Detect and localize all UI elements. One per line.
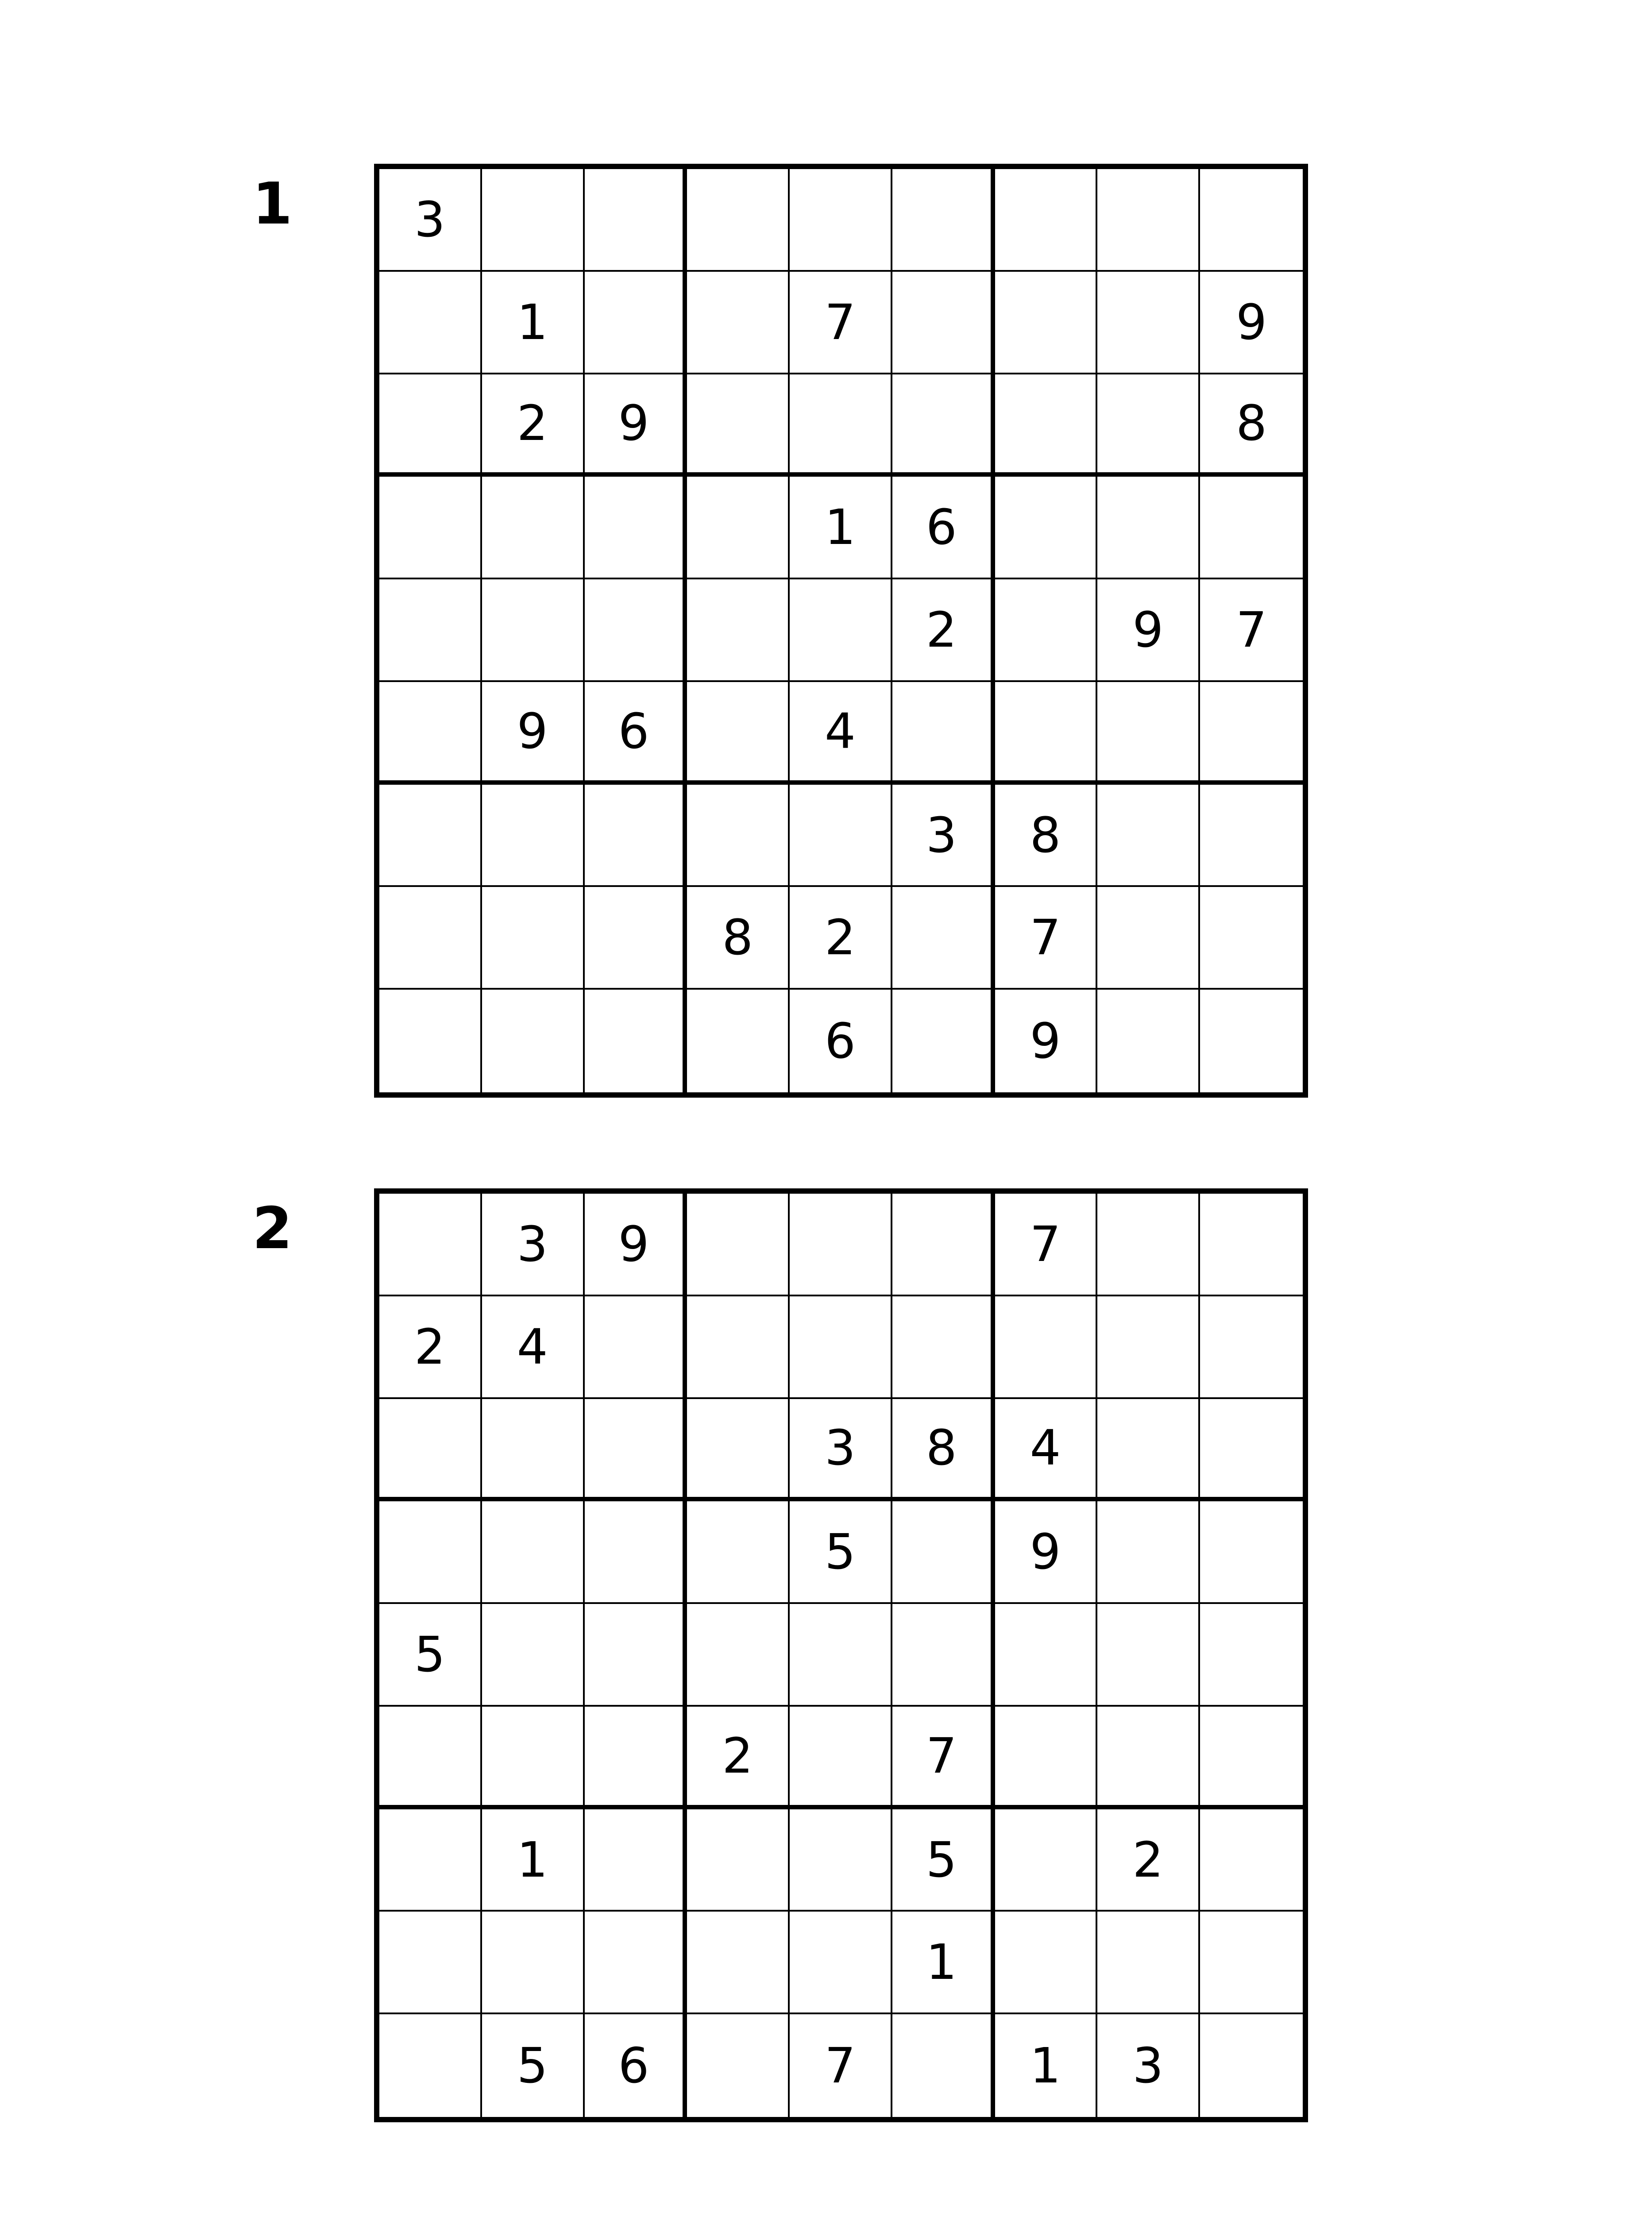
sudoku-cell-r1-c1[interactable] xyxy=(379,1194,482,1296)
sudoku-cell-r5-c7[interactable] xyxy=(995,579,1098,682)
sudoku-cell-r1-c4[interactable] xyxy=(687,169,790,272)
sudoku-cell-r7-c7[interactable]: 8 xyxy=(995,785,1098,887)
sudoku-cell-r5-c5[interactable] xyxy=(790,579,892,682)
sudoku-cell-r3-c2[interactable] xyxy=(482,1399,585,1502)
sudoku-cell-r1-c7[interactable] xyxy=(995,169,1098,272)
sudoku-cell-r5-c9[interactable]: 7 xyxy=(1200,579,1303,682)
sudoku-cell-r1-c1[interactable]: 3 xyxy=(379,169,482,272)
sudoku-cell-r7-c5[interactable] xyxy=(790,1809,892,1912)
sudoku-cell-r2-c2[interactable]: 4 xyxy=(482,1296,585,1399)
sudoku-cell-r4-c8[interactable] xyxy=(1097,477,1200,579)
sudoku-cell-r2-c8[interactable] xyxy=(1097,272,1200,374)
sudoku-cell-r8-c4[interactable] xyxy=(687,1912,790,2014)
sudoku-cell-r2-c2[interactable]: 1 xyxy=(482,272,585,374)
sudoku-cell-r3-c5[interactable] xyxy=(790,374,892,477)
sudoku-cell-r9-c2[interactable] xyxy=(482,990,585,1092)
sudoku-cell-r5-c3[interactable] xyxy=(585,1604,687,1707)
sudoku-cell-r7-c1[interactable] xyxy=(379,1809,482,1912)
sudoku-cell-r5-c6[interactable]: 2 xyxy=(892,579,995,682)
sudoku-cell-r1-c9[interactable] xyxy=(1200,1194,1303,1296)
sudoku-cell-r2-c5[interactable] xyxy=(790,1296,892,1399)
sudoku-cell-r1-c8[interactable] xyxy=(1097,1194,1200,1296)
sudoku-cell-r2-c5[interactable]: 7 xyxy=(790,272,892,374)
sudoku-cell-r2-c8[interactable] xyxy=(1097,1296,1200,1399)
sudoku-cell-r9-c9[interactable] xyxy=(1200,990,1303,1092)
sudoku-cell-r3-c4[interactable] xyxy=(687,374,790,477)
sudoku-cell-r9-c1[interactable] xyxy=(379,2014,482,2117)
sudoku-cell-r7-c8[interactable] xyxy=(1097,785,1200,887)
sudoku-cell-r3-c8[interactable] xyxy=(1097,374,1200,477)
sudoku-cell-r1-c5[interactable] xyxy=(790,169,892,272)
sudoku-cell-r6-c6[interactable] xyxy=(892,682,995,785)
puzzle-number: 1 xyxy=(252,170,293,237)
sudoku-cell-r6-c7[interactable] xyxy=(995,1707,1098,1809)
sudoku-cell-r2-c9[interactable] xyxy=(1200,1296,1303,1399)
sudoku-cell-r8-c3[interactable] xyxy=(585,887,687,990)
sudoku-cell-r6-c9[interactable] xyxy=(1200,1707,1303,1809)
sudoku-cell-r8-c3[interactable] xyxy=(585,1912,687,2014)
sudoku-cell-r4-c5[interactable]: 1 xyxy=(790,477,892,579)
sudoku-cell-r3-c2[interactable]: 2 xyxy=(482,374,585,477)
sudoku-cell-r1-c5[interactable] xyxy=(790,1194,892,1296)
sudoku-cell-r1-c7[interactable]: 7 xyxy=(995,1194,1098,1296)
sudoku-cell-r5-c8[interactable] xyxy=(1097,1604,1200,1707)
sudoku-cell-r3-c1[interactable] xyxy=(379,1399,482,1502)
sudoku-cell-r8-c1[interactable] xyxy=(379,887,482,990)
sudoku-cell-r2-c6[interactable] xyxy=(892,272,995,374)
sudoku-cell-r2-c4[interactable] xyxy=(687,272,790,374)
sudoku-cell-r2-c4[interactable] xyxy=(687,1296,790,1399)
sudoku-cell-r6-c1[interactable] xyxy=(379,682,482,785)
sudoku-cell-r6-c4[interactable]: 2 xyxy=(687,1707,790,1809)
sudoku-cell-r3-c7[interactable] xyxy=(995,374,1098,477)
sudoku-cell-r7-c6[interactable]: 3 xyxy=(892,785,995,887)
sudoku-cell-r4-c2[interactable] xyxy=(482,1501,585,1604)
sudoku-cell-r8-c2[interactable] xyxy=(482,887,585,990)
sudoku-cell-r7-c6[interactable]: 5 xyxy=(892,1809,995,1912)
sudoku-cell-r9-c5[interactable]: 7 xyxy=(790,2014,892,2117)
sudoku-cell-r1-c2[interactable] xyxy=(482,169,585,272)
sudoku-cell-r9-c7[interactable]: 9 xyxy=(995,990,1098,1092)
sudoku-cell-r8-c5[interactable]: 2 xyxy=(790,887,892,990)
sudoku-cell-r9-c3[interactable] xyxy=(585,990,687,1092)
sudoku-cell-r7-c4[interactable] xyxy=(687,785,790,887)
sudoku-cell-r7-c8[interactable]: 2 xyxy=(1097,1809,1200,1912)
puzzle-number: 2 xyxy=(252,1195,293,1262)
sudoku-cell-r7-c9[interactable] xyxy=(1200,785,1303,887)
sudoku-cell-r7-c2[interactable] xyxy=(482,785,585,887)
sudoku-cell-r4-c6[interactable] xyxy=(892,1501,995,1604)
sudoku-cell-r7-c1[interactable] xyxy=(379,785,482,887)
sudoku-cell-r5-c4[interactable] xyxy=(687,579,790,682)
sudoku-cell-r4-c9[interactable] xyxy=(1200,477,1303,579)
sudoku-cell-r3-c8[interactable] xyxy=(1097,1399,1200,1502)
sudoku-cell-r1-c6[interactable] xyxy=(892,169,995,272)
sudoku-cell-r7-c5[interactable] xyxy=(790,785,892,887)
sudoku-cell-r3-c3[interactable]: 9 xyxy=(585,374,687,477)
sudoku-cell-r3-c6[interactable] xyxy=(892,374,995,477)
sudoku-cell-r9-c7[interactable]: 1 xyxy=(995,2014,1098,2117)
sudoku-cell-r8-c8[interactable] xyxy=(1097,887,1200,990)
sudoku-cell-r6-c5[interactable] xyxy=(790,1707,892,1809)
sudoku-cell-r4-c6[interactable]: 6 xyxy=(892,477,995,579)
sudoku-cell-r4-c7[interactable] xyxy=(995,477,1098,579)
sudoku-cell-r2-c3[interactable] xyxy=(585,272,687,374)
sudoku-cell-r9-c1[interactable] xyxy=(379,990,482,1092)
sudoku-cell-r4-c3[interactable] xyxy=(585,1501,687,1604)
sudoku-cell-r3-c6[interactable]: 8 xyxy=(892,1399,995,1502)
sudoku-cell-r2-c7[interactable] xyxy=(995,272,1098,374)
sudoku-cell-r5-c2[interactable] xyxy=(482,1604,585,1707)
sudoku-cell-r3-c4[interactable] xyxy=(687,1399,790,1502)
sudoku-cell-r8-c6[interactable] xyxy=(892,887,995,990)
sudoku-cell-r9-c5[interactable]: 6 xyxy=(790,990,892,1092)
sudoku-cell-r8-c7[interactable] xyxy=(995,1912,1098,2014)
sudoku-cell-r8-c5[interactable] xyxy=(790,1912,892,2014)
sudoku-cell-r2-c1[interactable] xyxy=(379,272,482,374)
sudoku-cell-r3-c9[interactable]: 8 xyxy=(1200,374,1303,477)
sudoku-cell-r6-c8[interactable] xyxy=(1097,682,1200,785)
sudoku-cell-r5-c9[interactable] xyxy=(1200,1604,1303,1707)
sudoku-cell-r4-c1[interactable] xyxy=(379,477,482,579)
sudoku-cell-r2-c6[interactable] xyxy=(892,1296,995,1399)
sudoku-cell-r8-c9[interactable] xyxy=(1200,1912,1303,2014)
sudoku-cell-r9-c6[interactable] xyxy=(892,990,995,1092)
sudoku-cell-r1-c9[interactable] xyxy=(1200,169,1303,272)
sudoku-cell-r8-c9[interactable] xyxy=(1200,887,1303,990)
sudoku-cell-r3-c1[interactable] xyxy=(379,374,482,477)
sudoku-cell-r6-c6[interactable]: 7 xyxy=(892,1707,995,1809)
sudoku-grid xyxy=(374,164,1308,1098)
sudoku-cell-r6-c5[interactable]: 4 xyxy=(790,682,892,785)
sudoku-cell-r3-c5[interactable]: 3 xyxy=(790,1399,892,1502)
sudoku-cell-r1-c6[interactable] xyxy=(892,1194,995,1296)
sudoku-cell-r6-c9[interactable] xyxy=(1200,682,1303,785)
sudoku-cell-r4-c3[interactable] xyxy=(585,477,687,579)
sudoku-cell-r4-c4[interactable] xyxy=(687,1501,790,1604)
sudoku-cell-r5-c4[interactable] xyxy=(687,1604,790,1707)
sudoku-cell-r9-c9[interactable] xyxy=(1200,2014,1303,2117)
sudoku-cell-r7-c7[interactable] xyxy=(995,1809,1098,1912)
sudoku-cell-r8-c1[interactable] xyxy=(379,1912,482,2014)
sudoku-cell-r2-c3[interactable] xyxy=(585,1296,687,1399)
sudoku-cell-r8-c4[interactable]: 8 xyxy=(687,887,790,990)
sudoku-cell-r9-c4[interactable] xyxy=(687,2014,790,2117)
sudoku-cell-r8-c6[interactable]: 1 xyxy=(892,1912,995,2014)
sudoku-cell-r6-c4[interactable] xyxy=(687,682,790,785)
sudoku-cell-r1-c3[interactable] xyxy=(585,169,687,272)
sudoku-cell-r8-c8[interactable] xyxy=(1097,1912,1200,2014)
sudoku-cell-r7-c9[interactable] xyxy=(1200,1809,1303,1912)
sudoku-cell-r2-c1[interactable]: 2 xyxy=(379,1296,482,1399)
sudoku-cell-r6-c8[interactable] xyxy=(1097,1707,1200,1809)
sudoku-cell-r4-c5[interactable]: 5 xyxy=(790,1501,892,1604)
sudoku-cell-r7-c3[interactable] xyxy=(585,785,687,887)
sudoku-cell-r4-c8[interactable] xyxy=(1097,1501,1200,1604)
sudoku-cell-r5-c7[interactable] xyxy=(995,1604,1098,1707)
sudoku-cell-r3-c3[interactable] xyxy=(585,1399,687,1502)
sudoku-cell-r9-c3[interactable]: 6 xyxy=(585,2014,687,2117)
sudoku-cell-r1-c4[interactable] xyxy=(687,1194,790,1296)
sudoku-cell-r4-c9[interactable] xyxy=(1200,1501,1303,1604)
sudoku-cell-r5-c5[interactable] xyxy=(790,1604,892,1707)
sudoku-cell-r6-c2[interactable] xyxy=(482,1707,585,1809)
sudoku-cell-r9-c8[interactable]: 3 xyxy=(1097,2014,1200,2117)
sudoku-cell-r6-c1[interactable] xyxy=(379,1707,482,1809)
sudoku-cell-r9-c4[interactable] xyxy=(687,990,790,1092)
sudoku-cell-r1-c2[interactable]: 3 xyxy=(482,1194,585,1296)
sudoku-cell-r6-c3[interactable]: 6 xyxy=(585,682,687,785)
sudoku-cell-r7-c3[interactable] xyxy=(585,1809,687,1912)
sudoku-cell-r5-c6[interactable] xyxy=(892,1604,995,1707)
sudoku-cell-r9-c6[interactable] xyxy=(892,2014,995,2117)
sudoku-cell-r9-c8[interactable] xyxy=(1097,990,1200,1092)
sudoku-cell-r5-c2[interactable] xyxy=(482,579,585,682)
sudoku-cell-r4-c1[interactable] xyxy=(379,1501,482,1604)
sudoku-cell-r4-c2[interactable] xyxy=(482,477,585,579)
sudoku-cell-r8-c7[interactable]: 7 xyxy=(995,887,1098,990)
sudoku-cell-r3-c9[interactable] xyxy=(1200,1399,1303,1502)
sudoku-cell-r7-c4[interactable] xyxy=(687,1809,790,1912)
sudoku-cell-r6-c7[interactable] xyxy=(995,682,1098,785)
sudoku-cell-r1-c8[interactable] xyxy=(1097,169,1200,272)
sudoku-cell-r4-c4[interactable] xyxy=(687,477,790,579)
sudoku-cell-r5-c1[interactable] xyxy=(379,579,482,682)
sudoku-cell-r9-c2[interactable]: 5 xyxy=(482,2014,585,2117)
sudoku-cell-r6-c3[interactable] xyxy=(585,1707,687,1809)
sudoku-grid xyxy=(374,1188,1308,2122)
sudoku-cell-r3-c7[interactable]: 4 xyxy=(995,1399,1098,1502)
sudoku-cell-r2-c7[interactable] xyxy=(995,1296,1098,1399)
sudoku-cell-r7-c2[interactable]: 1 xyxy=(482,1809,585,1912)
sudoku-cell-r5-c3[interactable] xyxy=(585,579,687,682)
sudoku-cell-r5-c1[interactable]: 5 xyxy=(379,1604,482,1707)
sudoku-cell-r4-c7[interactable]: 9 xyxy=(995,1501,1098,1604)
sudoku-cell-r6-c2[interactable]: 9 xyxy=(482,682,585,785)
sudoku-cell-r5-c8[interactable]: 9 xyxy=(1097,579,1200,682)
sudoku-cell-r1-c3[interactable]: 9 xyxy=(585,1194,687,1296)
sudoku-cell-r2-c9[interactable]: 9 xyxy=(1200,272,1303,374)
sudoku-cell-r8-c2[interactable] xyxy=(482,1912,585,2014)
